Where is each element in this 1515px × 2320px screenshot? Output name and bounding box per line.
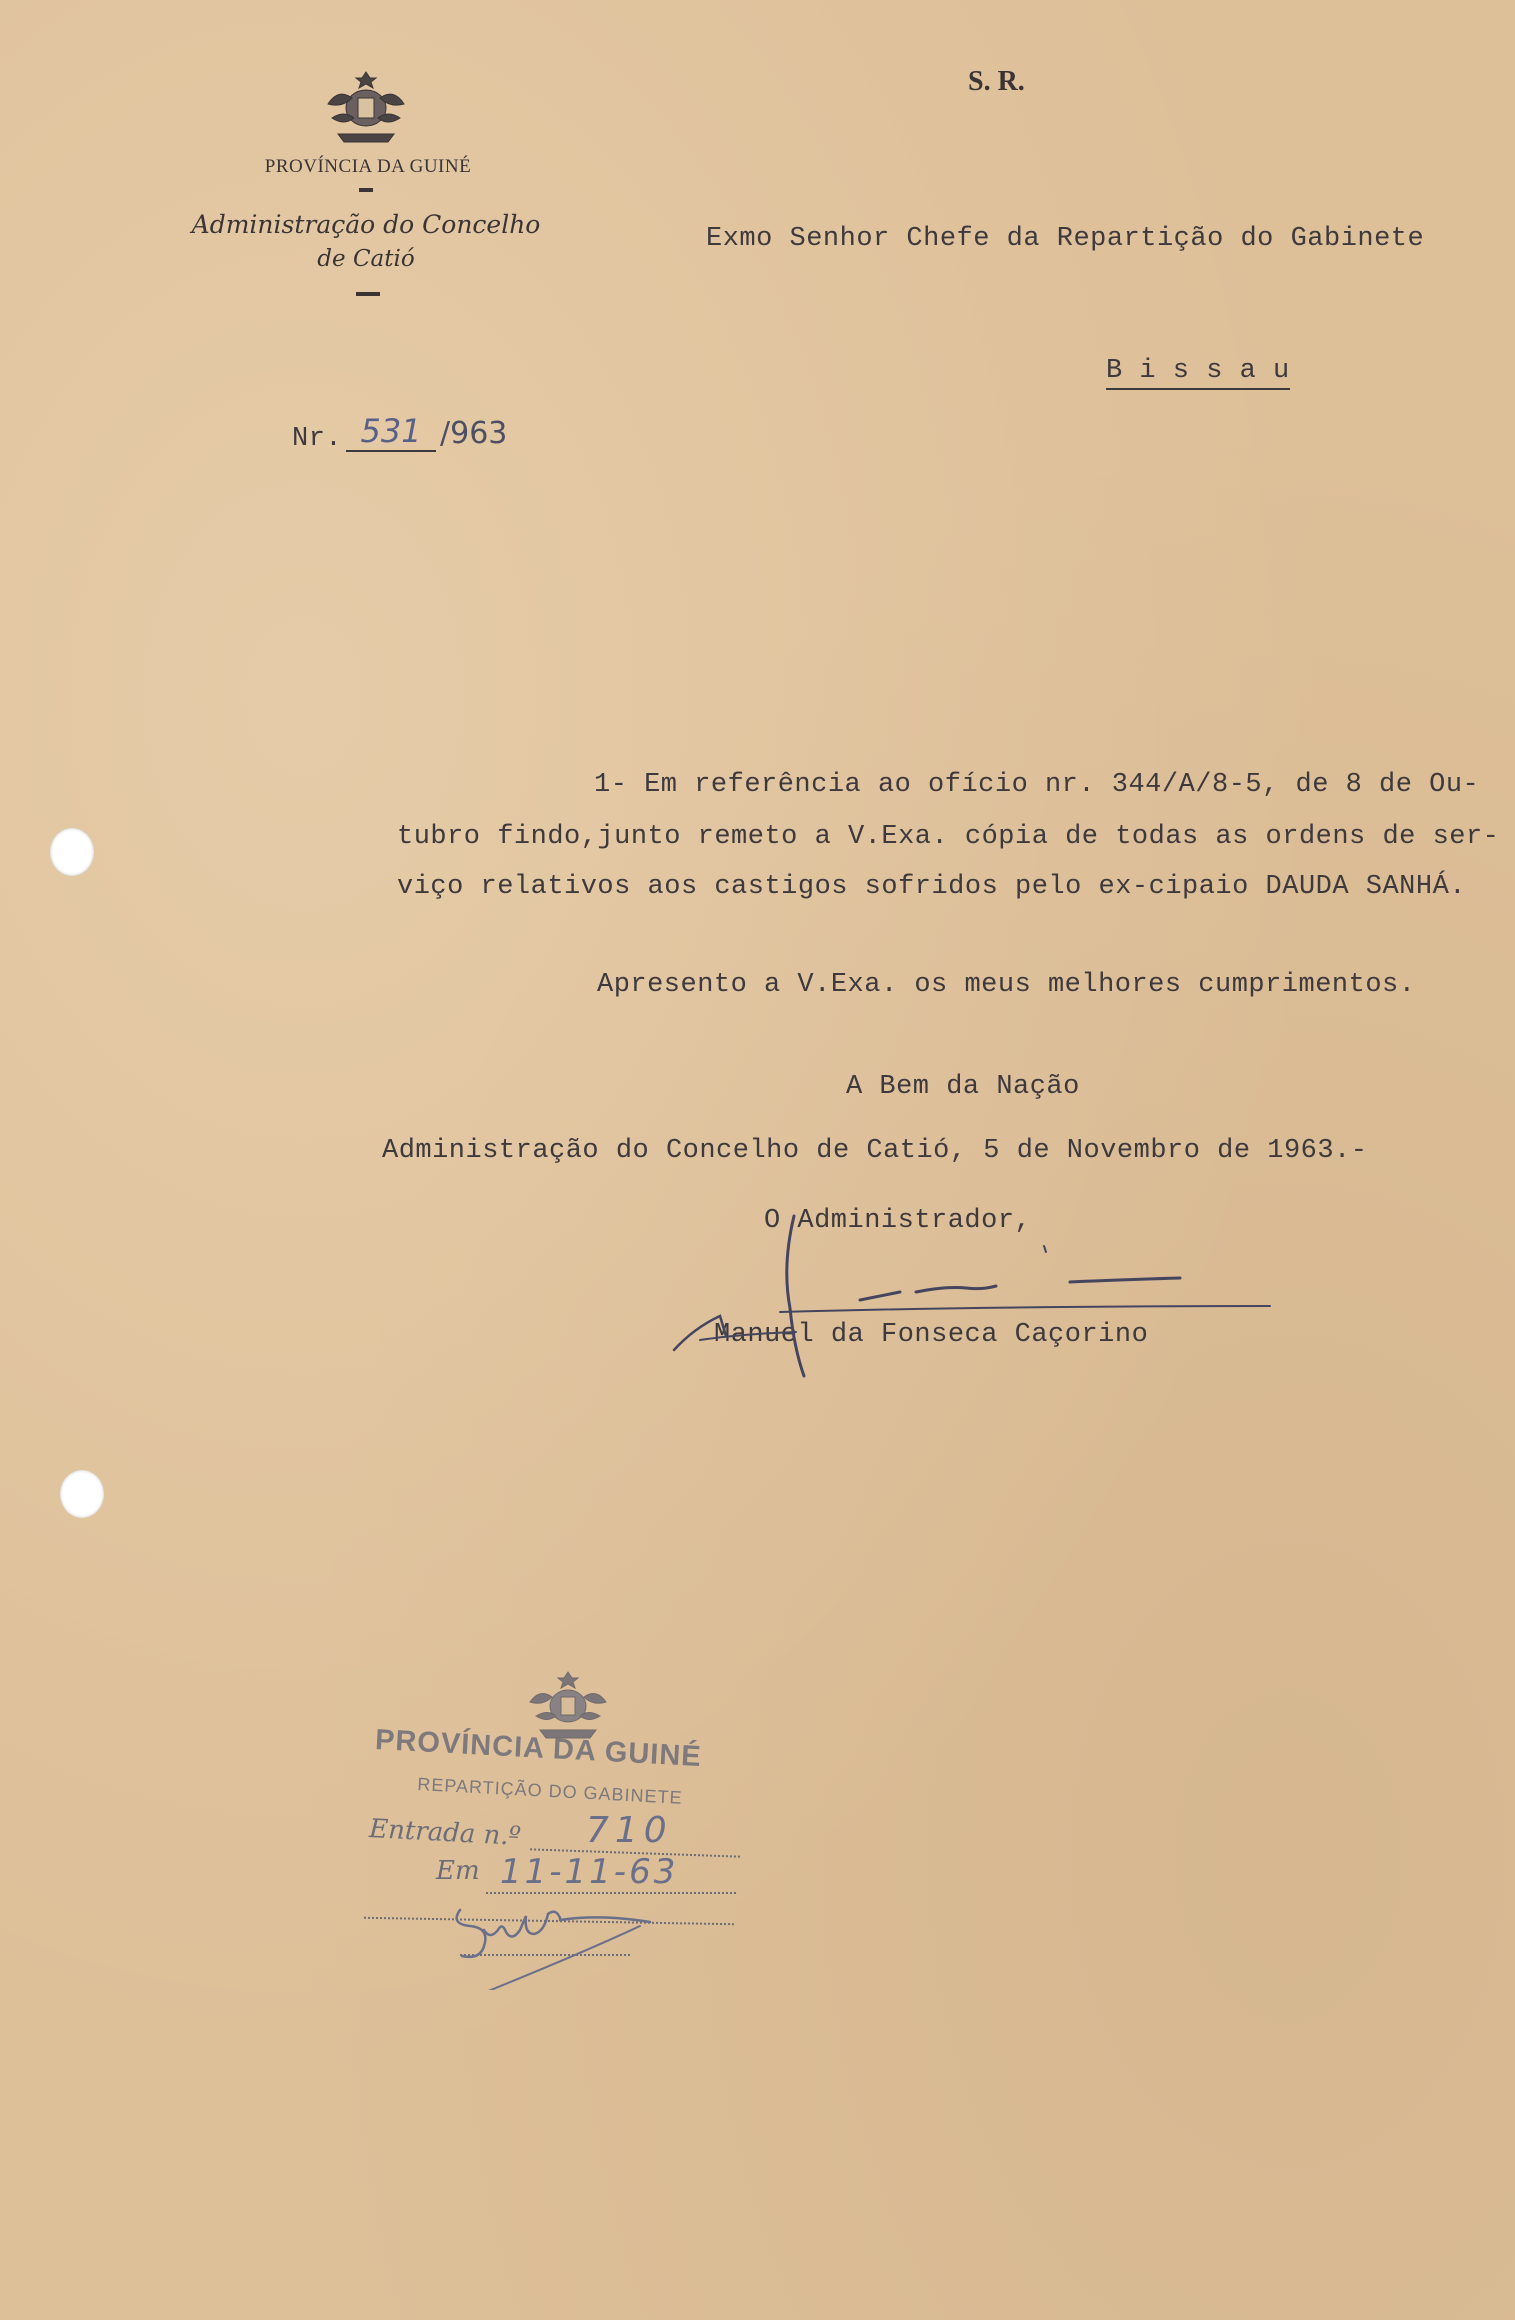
- stamp-province: PROVÍNCIA DA GUINÉ: [374, 1724, 703, 1774]
- heading-dash-2: [356, 292, 380, 296]
- paragraph-2: Apresento a V.Exa. os meus melhores cumprimentos.: [597, 970, 1416, 1000]
- paragraph-1-line-2: tubro findo,junto remeto a V.Exa. cópia de todas as ordens de ser-: [397, 822, 1500, 852]
- place-and-date: Administração do Concelho de Catió, 5 de Novembro de 1963.-: [382, 1136, 1368, 1166]
- stamp-date-value: 11-11-63: [500, 1852, 679, 1892]
- stamp-department: REPARTIÇÃO DO GABINETE: [416, 1774, 684, 1808]
- sr-mark: S. R.: [968, 66, 1025, 97]
- office-line-1: Administração do Concelho: [191, 210, 541, 239]
- punch-hole-bottom: [60, 1470, 104, 1518]
- stamp-entrada-value: 710: [586, 1810, 673, 1851]
- coat-of-arms-icon: [318, 68, 414, 148]
- signatory-name: Manuel da Fonseca Caçorino: [714, 1320, 1149, 1350]
- office-line-2: de Catió: [317, 246, 415, 272]
- stamp-entrada-label: Entrada n.º: [368, 1814, 522, 1852]
- signatory-title: O Administrador,: [764, 1206, 1032, 1236]
- addressee-line: Exmo Senhor Chefe da Repartição do Gabinete: [706, 224, 1425, 254]
- addressee-city: B i s s a u: [1106, 356, 1290, 390]
- province-heading: PROVÍNCIA DA GUINÉ: [264, 156, 472, 177]
- punch-hole-top: [50, 828, 94, 876]
- stamp-date-label: Em: [436, 1856, 480, 1886]
- paragraph-1-line-3: viço relativos aos castigos sofridos pelo ex-cipaio DAUDA SANHÁ.: [397, 872, 1466, 902]
- handwritten-signature: [660, 1200, 1280, 1380]
- reference-number-handwritten: 531: [346, 412, 436, 452]
- reference-number-prefix: Nr.: [292, 424, 343, 454]
- paragraph-1-line-1: 1- Em referência ao ofício nr. 344/A/8-5, de 8 de Ou-: [594, 770, 1480, 800]
- stamp-initials-signature: [440, 1880, 680, 1990]
- closing-salutation: A Bem da Nação: [846, 1072, 1080, 1102]
- heading-dash-1: [359, 188, 373, 192]
- reference-number-year: /963: [440, 416, 508, 451]
